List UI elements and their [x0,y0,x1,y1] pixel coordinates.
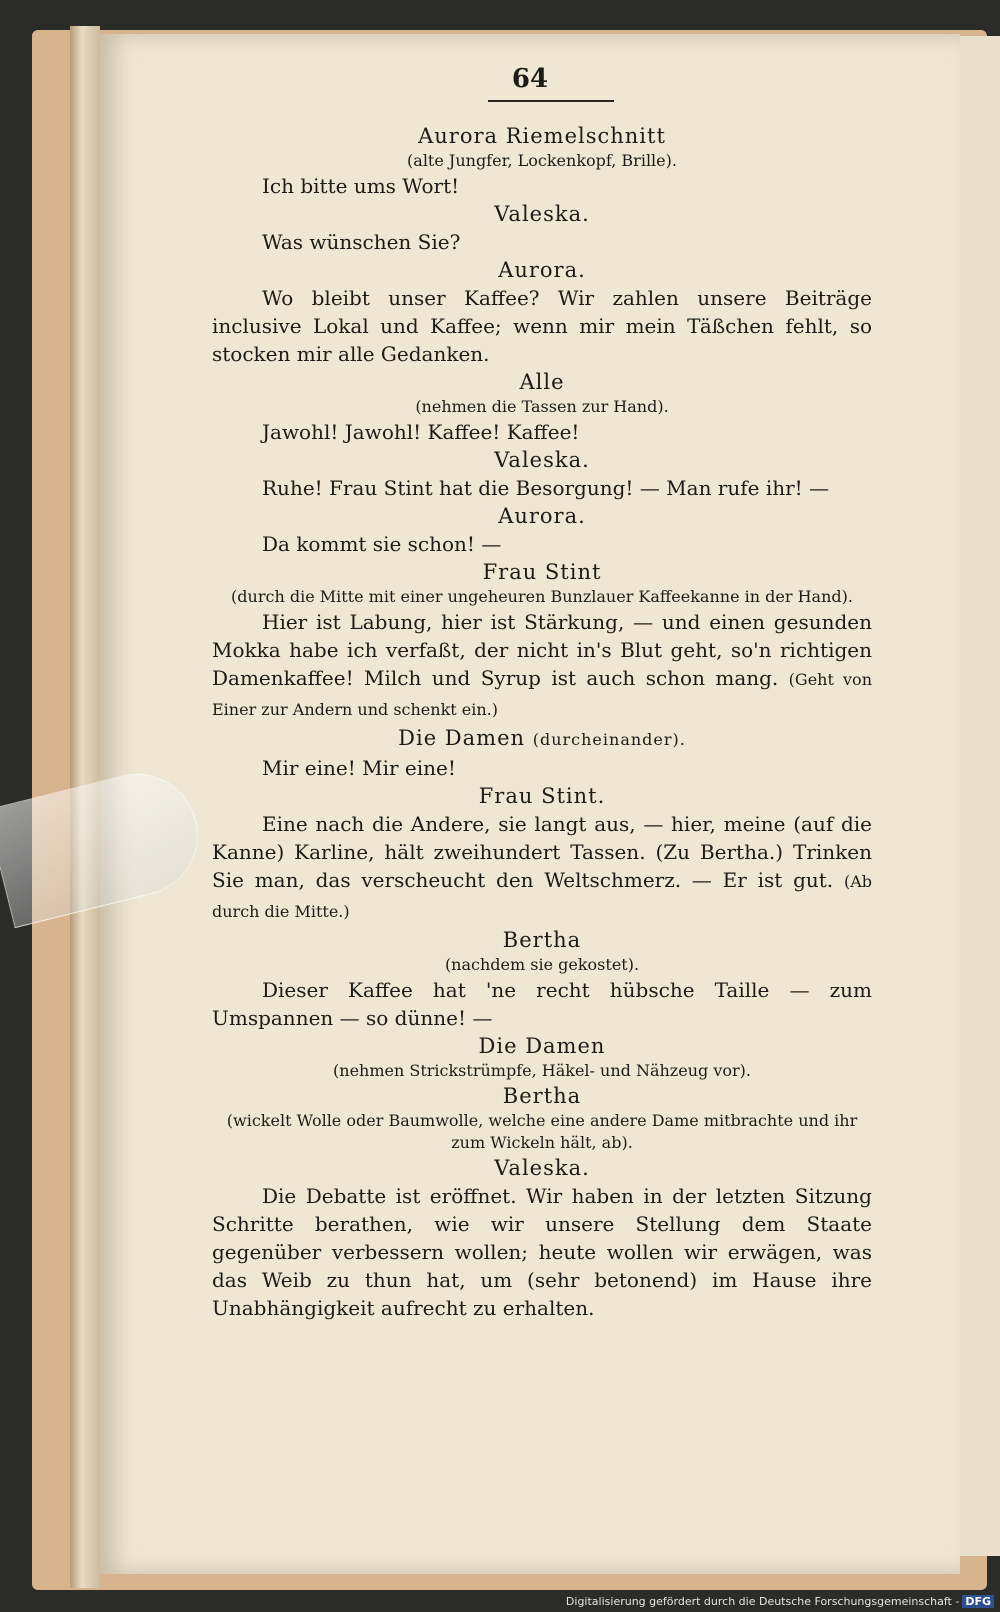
stage-direction: (nachdem sie gekostet). [444,955,640,974]
dialogue-line: Mir eine! Mir eine! [262,756,456,780]
page-text [212,122,872,1322]
footer-credit [566,1595,994,1608]
inline-stage-direction: (durcheinander). [532,730,686,749]
speaker-name: Valeska. [494,1156,590,1180]
speaker-name: Frau Stint. [478,784,606,808]
stage-direction: (wickelt Wolle oder Baumwolle, welche eine andere Dame mitbrachte und ihr zum Wickeln hält, ab). [226,1111,858,1152]
page-number: 64 [511,64,549,94]
dialogue-line: Was wünschen Sie? [262,230,461,254]
speaker-name: Valeska. [494,448,590,472]
header-rule [488,100,614,102]
stage-direction: (alte Jungfer, Lockenkopf, Brille). [407,151,677,170]
speaker-name: Alle [519,370,565,394]
book-page [100,34,960,1574]
dialogue-line: Dieser Kaffee hat 'ne recht hübsche Taille — zum Umspannen — so dünne! — [212,978,872,1030]
speaker-name: Die Damen (durcheinander). [398,726,686,750]
dialogue-line: Jawohl! Jawohl! Kaffee! Kaffee! [262,420,580,444]
speaker-name: Valeska. [494,202,590,226]
stage-direction: (nehmen die Tassen zur Hand). [415,397,669,416]
inline-stage-direction: (Ab durch die Mitte.) [212,872,872,921]
dialogue-line: Hier ist Labung, hier ist Stärkung, — und einen gesunden Mokka habe ich verfaßt, der nicht in's Blut geht, so'n richtigen Damenkaffee! Milch und Syrup ist auch schon mang. (Geht von Einer zur Andern und schenkt ein.) [212,610,872,719]
speaker-name: Aurora. [498,504,586,528]
dialogue-line: Ich bitte ums Wort! [262,174,460,198]
speaker-name: Bertha [502,1084,582,1108]
dialogue-line: Da kommt sie schon! — [262,532,502,556]
stage-direction: (nehmen Strickstrümpfe, Häkel- und Nähzeug vor). [333,1061,751,1080]
dialogue-line: Eine nach die Andere, sie langt aus, — hier, meine (auf die Kanne) Karline, hält zweihundert Tassen. (Zu Bertha.) Trinken Sie man, das verscheucht den Weltschmerz. — Er ist gut. (Ab durch die Mitte.) [212,812,872,921]
dialogue-line: Ruhe! Frau Stint hat die Besorgung! — Man rufe ihr! — [262,476,830,500]
speaker-name: Bertha [502,928,582,952]
speaker-name: Aurora Riemelschnitt [418,124,666,148]
speaker-name: Die Damen [478,1034,606,1058]
inline-stage-direction: (Geht von Einer zur Andern und schenkt ein.) [212,670,872,719]
speaker-name: Aurora. [498,258,586,282]
dialogue-line: Die Debatte ist eröffnet. Wir haben in der letzten Sitzung Schritte berathen, wie wir unsere Stellung dem Staate gegenüber verbessern wollen; heute wollen wir erwägen, was das Weib zu thun hat, um (sehr betonend) im Hause ihre Unabhängigkeit aufrecht zu erhalten. [212,1184,872,1320]
dfg-logo: DFG [962,1595,994,1608]
footer-text: Digitalisierung gefördert durch die Deutsche Forschungsgemeinschaft - [565,1595,960,1608]
speaker-name: Frau Stint [482,560,602,584]
dialogue-line: Wo bleibt unser Kaffee? Wir zahlen unsere Beiträge inclusive Lokal und Kaffee; wenn mir mein Täßchen fehlt, so stocken mir alle Gedanken. [212,286,872,366]
stage-direction: (durch die Mitte mit einer ungeheuren Bunzlauer Kaffeekanne in der Hand). [231,587,853,606]
